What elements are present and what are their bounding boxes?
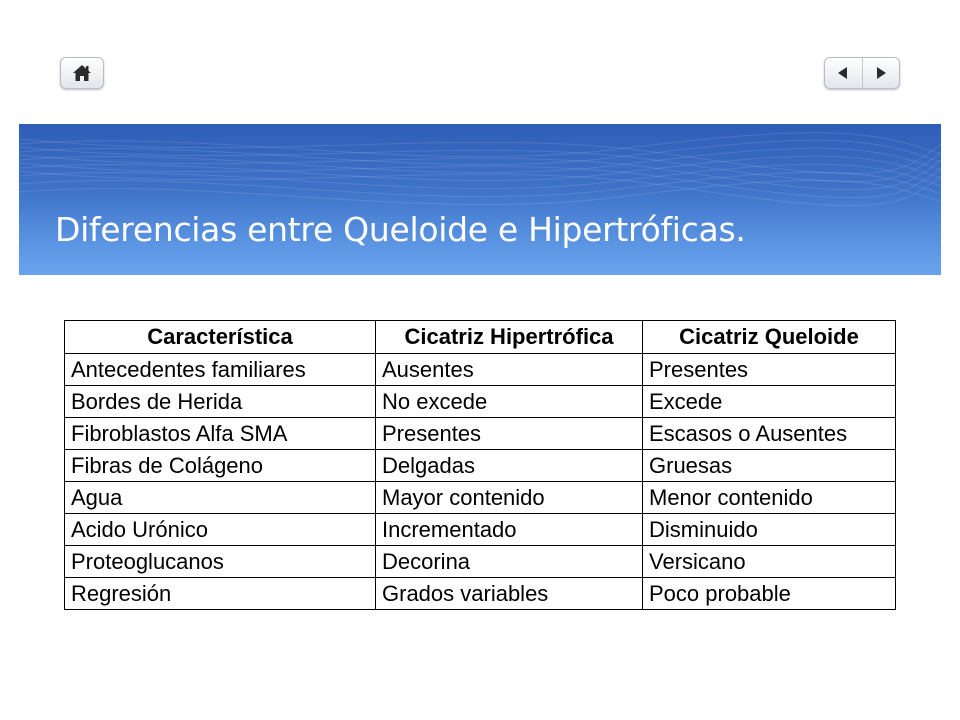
table-cell: Ausentes [376,354,643,386]
table-cell: No excede [376,386,643,418]
table-cell: Grados variables [376,578,643,610]
table-cell: Escasos o Ausentes [643,418,896,450]
table-cell: Incrementado [376,514,643,546]
comparison-table [64,320,896,610]
next-arrow-icon [873,65,889,81]
table-cell: Gruesas [643,450,896,482]
table-cell: Proteoglucanos [65,546,376,578]
banner-wave-pattern [19,124,941,275]
table-cell: Mayor contenido [376,482,643,514]
header-characteristic: Característica [65,321,376,354]
previous-slide-button[interactable] [825,58,862,88]
table-cell: Decorina [376,546,643,578]
table-cell: Poco probable [643,578,896,610]
table-cell: Agua [65,482,376,514]
table-cell: Menor contenido [643,482,896,514]
table-cell: Delgadas [376,450,643,482]
table-row [65,418,896,450]
next-slide-button[interactable] [862,58,900,88]
slide-title: Diferencias entre Queloide e Hipertróficas. [55,210,746,249]
slide-navigation [824,57,900,89]
table-header-row [65,321,896,354]
table-row [65,546,896,578]
header-hypertrophic-scar: Cicatriz Hipertrófica [376,321,643,354]
table-cell: Disminuido [643,514,896,546]
table-cell: Versicano [643,546,896,578]
table-cell: Excede [643,386,896,418]
table-row [65,354,896,386]
table-cell: Bordes de Herida [65,386,376,418]
table-cell: Fibroblastos Alfa SMA [65,418,376,450]
table-row [65,450,896,482]
home-icon [71,63,93,83]
table-cell: Presentes [643,354,896,386]
table-row [65,386,896,418]
table-cell: Regresión [65,578,376,610]
table-cell: Antecedentes familiares [65,354,376,386]
table-cell: Acido Urónico [65,514,376,546]
header-keloid-scar: Cicatriz Queloide [643,321,896,354]
table-row [65,514,896,546]
table-row [65,578,896,610]
table-cell: Presentes [376,418,643,450]
title-banner [19,124,941,275]
table-cell: Fibras de Colágeno [65,450,376,482]
home-button[interactable] [60,57,104,89]
table-row [65,482,896,514]
previous-arrow-icon [835,65,851,81]
